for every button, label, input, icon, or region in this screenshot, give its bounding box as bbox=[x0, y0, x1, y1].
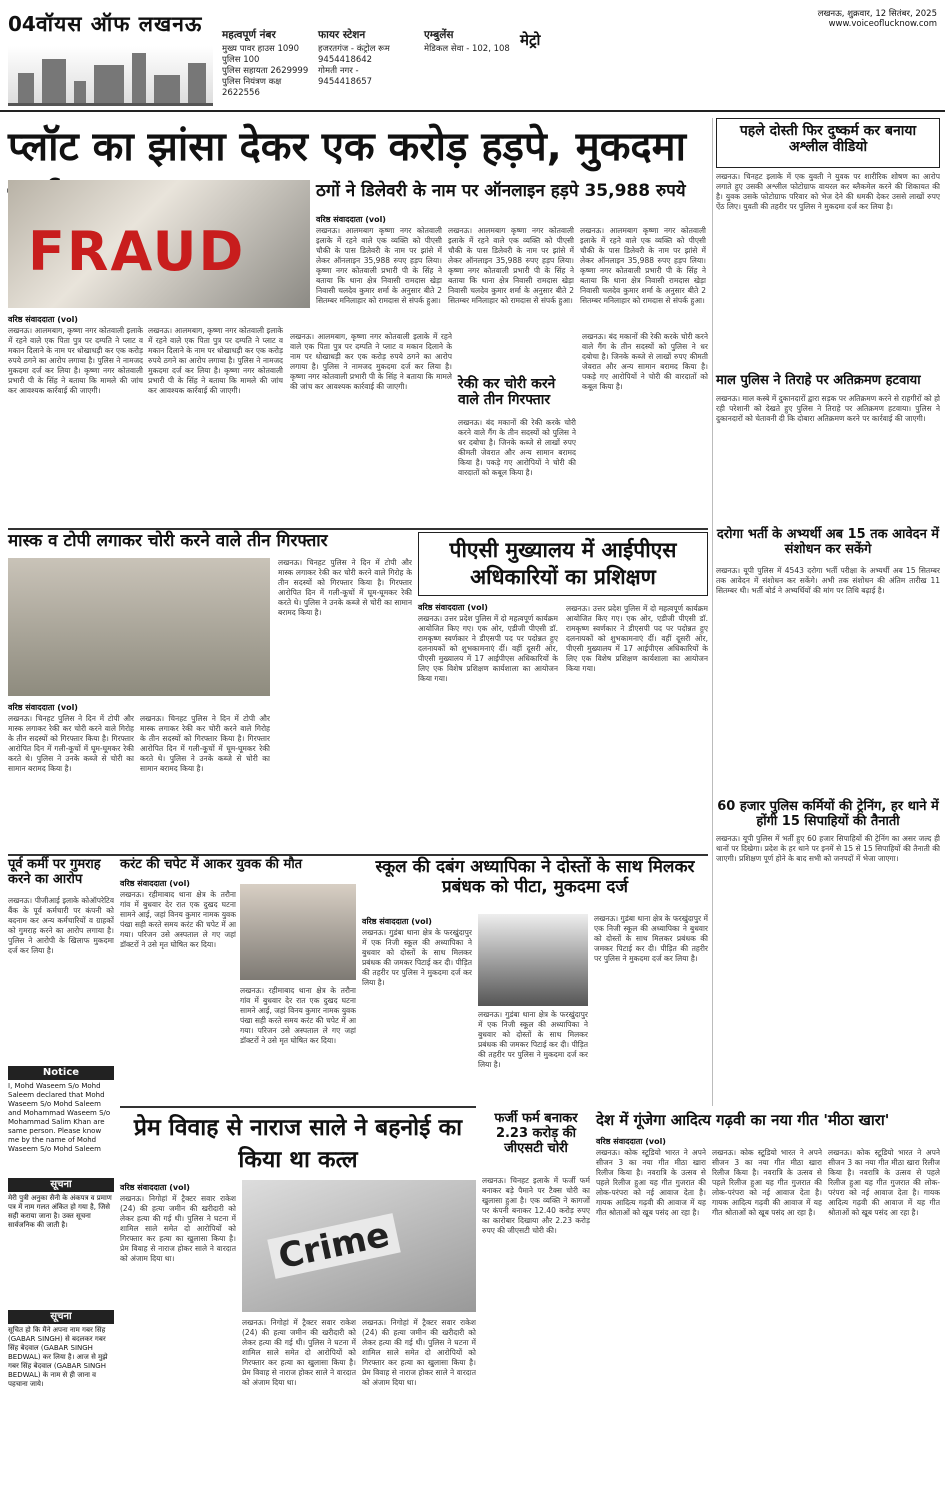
pac-headline: पीएसी मुख्यालय में आईपीएस अधिकारियों का प्रशिक्षण bbox=[449, 538, 677, 589]
love-body-col3: लखनऊ। निगोहां में ट्रैक्टर सवार राकेश (24) की हत्या जमीन की खरीदारी को लेकर हत्या की गई थी। पुलिस ने घटना में शामिल साले समेत दो आरोपियों को गिरफ्तार कर हत्या का खुलासा किया है। प्रेम विवाह से नाराज होकर साले ने वारदात को अंजाम दिया था। bbox=[362, 1318, 476, 1387]
fire-station bbox=[318, 30, 414, 88]
love-body: लखनऊ। निगोहां में ट्रैक्टर सवार राकेश (24) की हत्या जमीन की खरीदारी को लेकर हत्या की गई थी। पुलिस ने घटना में शामिल साले समेत दो आरोपियों को गिरफ्तार कर हत्या का खुलासा किया है। प्रेम विवाह से नाराज होकर साले ने वारदात को अंजाम दिया था। bbox=[120, 1194, 236, 1263]
page-number: 04 bbox=[8, 12, 36, 36]
song-byline: वरिष्ठ संवाददाता (vol) bbox=[596, 1137, 666, 1146]
mask-byline: वरिष्ठ संवाददाता (vol) bbox=[8, 703, 78, 712]
lead-body-col2: लखनऊ। आलमबाग, कृष्णा नगर कोतवाली इलाके में रहने वाले एक पिता पुत्र पर दम्पति ने प्लाट व मकान दिलाने के नाम पर धोखाधड़ी कर एक करोड़ रुपये ठगने का आरोप लगाया है। पुलिस ने नामजद मुकदमा दर्ज कर लिया है। कृष्णा नगर कोतवाली प्रभारी पी के सिंह ने बताया कि मामले की जांच कर आवश्यक कार्रवाई की जाएगी। bbox=[148, 326, 283, 395]
song-body-col2: लखनऊ। कोक स्टूडियो भारत ने अपने सीजन 3 का नया गीत मीठा खारा रिलीज किया है। नवरात्रि के उत्सव से पहले रिलीज हुआ यह गीत गुजरात की लोक-परंपरा को नई आवाज देता है। गायक आदित्य गढ़वी की आवाज में यह गीत श्रोताओं को खूब पसंद आ रहा है। bbox=[712, 1148, 822, 1217]
fraud-image bbox=[8, 180, 310, 308]
song-body: लखनऊ। कोक स्टूडियो भारत ने अपने सीजन 3 का नया गीत मीठा खारा रिलीज किया है। नवरात्रि के उत्सव से पहले रिलीज हुआ यह गीत गुजरात की लोक-परंपरा को नई आवाज देता है। गायक आदित्य गढ़वी की आवाज में यह गीत श्रोताओं को खूब पसंद आ रहा है। bbox=[596, 1148, 706, 1217]
mall-body: लखनऊ। माल कस्बे में दुकानदारों द्वारा सड़क पर अतिक्रमण करने से राहगीरों को हो रही परेशानी को देखते हुए पुलिस ने तिराहे पर अतिक्रमण हटवाया। पुलिस ने दुकानदारों को चेतावनी दी कि दोबारा अतिक्रमण करने पर कार्रवाई की जाएगी। bbox=[716, 394, 940, 423]
daroga-body: लखनऊ। यूपी पुलिस में 4543 दरोगा भर्ती परीक्षा के अभ्यर्थी अब 15 सितम्बर तक आवेदन में संशोधन कर सकेंगे। अभी तक संशोधन की अंतिम तारीख 11 सितम्बर थी। भर्ती बोर्ड ने अभ्यर्थियों की मांग पर तिथि बढ़ाई है। bbox=[716, 566, 940, 595]
number-line: पुलिस नियंत्रण कक्ष 2622556 bbox=[222, 77, 282, 98]
slap-body: लखनऊ। रहीमाबाद थाना क्षेत्र के तरौना गांव में बुधवार देर रात एक दुखद घटना सामने आई, जहां विनय कुमार नामक युवक पंखा सही करते समय करंट की चपेट में आ गया। परिजन उसे अस्पताल ले गए जहां डॉक्टरों ने उसे मृत घोषित कर दिया। bbox=[120, 890, 236, 949]
lead-headline: प्लॉट का झांसा देकर एक करोड़ हड़पे, मुकदमा bbox=[8, 124, 686, 170]
teacher-byline: वरिष्ठ संवाददाता (vol) bbox=[362, 917, 432, 926]
pac-headline-box bbox=[418, 532, 708, 596]
mask-body-col2: लखनऊ। चिनहट पुलिस ने दिन में टोपी और मास्क लगाकर रेकी कर चोरी करने वाले गिरोह के तीन सदस्यों को गिरफ्तार किया है। गिरफ्तार आरोपित दिन में गली-कूचों में घूम-घूमकर रेकी करते थे। पुलिस ने उनके कब्जे से चोरी का सामान बरामद किया है। bbox=[140, 714, 270, 773]
online-byline: वरिष्ठ संवाददाता (vol) bbox=[316, 215, 386, 224]
important-numbers-title: महत्वपूर्ण नंबर bbox=[222, 29, 276, 41]
pac-byline: वरिष्ठ संवाददाता (vol) bbox=[418, 603, 488, 612]
love-byline: वरिष्ठ संवाददाता (vol) bbox=[120, 1183, 190, 1192]
notice-box bbox=[8, 1066, 114, 1174]
fire-station-title: फायर स्टेशन bbox=[318, 29, 366, 41]
fraud-image-text: FRAUD bbox=[28, 220, 246, 283]
suchna2-body: सूचित हो कि मैंने अपना नाम गबर सिंह (GABAR SINGH) से बदलकर गबर सिंह बेदवाल (GABAR SINGH BEDWAL) कर लिया है। आज से मुझे गबर सिंह बेदवाल (GABAR SINGH BEDWAL) के नाम से ही जाना व पहचाना जाये। bbox=[8, 1326, 108, 1388]
mask-body: लखनऊ। चिनहट पुलिस ने दिन में टोपी और मास्क लगाकर रेकी कर चोरी करने वाले गिरोह के तीन सदस्यों को गिरफ्तार किया है। गिरफ्तार आरोपित दिन में गली-कूचों में घूम-घूमकर रेकी करते थे। पुलिस ने उनके कब्जे से चोरी का सामान बरामद किया है। bbox=[8, 714, 134, 773]
slap-byline: वरिष्ठ संवाददाता (vol) bbox=[120, 879, 190, 888]
exfighter-body: लखनऊ। पीजीआई इलाके कोऑपरेटिव बैंक के पूर्व कर्मचारी पर कंपनी को बदनाम कर अन्य कर्मचारियों व ग्राहकों को गुमराह करने का आरोप लगाया है। पुलिस ने आरोपी के खिलाफ मुकदमा दर्ज कर लिया है। bbox=[8, 896, 114, 955]
online-body-col2: लखनऊ। आलमबाग कृष्णा नगर कोतवाली इलाके में रहने वाले एक व्यक्ति को पीएसी चौकी के पास डिलेवरी के नाम पर झांसे में लेकर ऑनलाइन 35,988 रुपए हड़प लिया। कृष्णा नगर कोतवाली प्रभारी पी के सिंह ने बताया कि थाना क्षेत्र निवासी रामदास खेड़ा निवासी चलदेव कुमार शर्मा के अनुसार बीते 2 सितम्बर मनिलाहार को रामदास से संपर्क हुआ। bbox=[448, 226, 574, 305]
number-line: मेडिकल सेवा - 102, 108 bbox=[424, 44, 510, 54]
notice-title: Notice bbox=[8, 1066, 114, 1080]
date-text: लखनऊ, शुक्रवार, 12 सितंबर, 2025 bbox=[817, 9, 937, 19]
training-body: लखनऊ। यूपी पुलिस में भर्ती हुए 60 हजार सिपाहियों की ट्रेनिंग का असर जल्द ही थानों पर दिखेगा। प्रदेश के हर थाने पर इनमें से 15 से 15 सिपाहियों की तैनाती की जाएगी। प्रशिक्षण पूर्ण होने के बाद सभी को जनपदों में भेजा जाएगा। bbox=[716, 834, 940, 863]
lead-byline: वरिष्ठ संवाददाता (vol) bbox=[8, 315, 78, 324]
song-body-col3: लखनऊ। कोक स्टूडियो भारत ने अपने सीजन 3 का नया गीत मीठा खारा रिलीज किया है। नवरात्रि के उत्सव से पहले रिलीज हुआ यह गीत गुजरात की लोक-परंपरा को नई आवाज देता है। गायक आदित्य गढ़वी की आवाज में यह गीत श्रोताओं को खूब पसंद आ रहा है। bbox=[828, 1148, 940, 1217]
section-label: मेट्रो bbox=[520, 31, 541, 49]
teacher-body: लखनऊ। गुडंबा थाना क्षेत्र के फरखुंदापुर में एक निजी स्कूल की अध्यापिका ने बुधवार को दोस्तों के साथ मिलकर प्रबंधक की जमकर पिटाई कर दी। पीड़ित की तहरीर पर पुलिस ने मुकदमा दर्ज कर लिया है। bbox=[362, 928, 472, 987]
divider bbox=[120, 1106, 476, 1108]
number-line: मुख्य पावर हाउस 1090 bbox=[222, 44, 300, 54]
slap-headline: करंट की चपेट में आकर युवक की मौत bbox=[120, 857, 303, 872]
pac-body: लखनऊ। उत्तर प्रदेश पुलिस में दो महत्वपूर्ण कार्यक्रम आयोजित किए गए। एक ओर, एडीजी पीएसी डॉ. रामकृष्ण स्वर्णकार ने डीएसपी पद पर पदोन्नत हुए दलनायकों को शुभकामनाएं दीं। वहीं दूसरी ओर, पीएसी मुख्यालय में 17 आईपीएस अधिकारियों के लिए एक विशेष प्रशिक्षण कार्यशाला का आयोजन किया गया। bbox=[418, 614, 558, 683]
crime-image bbox=[242, 1180, 476, 1312]
lead-body-col3: लखनऊ। आलमबाग, कृष्णा नगर कोतवाली इलाके में रहने वाले एक पिता पुत्र पर दम्पति ने प्लाट व मकान दिलाने के नाम पर धोखाधड़ी कर एक करोड़ रुपये ठगने का आरोप लगाया है। पुलिस ने नामजद मुकदमा दर्ज कर लिया है। कृष्णा नगर कोतवाली प्रभारी पी के सिंह ने बताया कि मामले की जांच कर आवश्यक कार्रवाई की जाएगी। bbox=[290, 332, 452, 391]
brand-title: वॉयस ऑफ लखनऊ bbox=[36, 12, 203, 36]
training-headline: 60 हजार पुलिस कर्मियों की ट्रेनिंग, हर थाने में होंगी 15 सिपाहियों की तैनाती bbox=[717, 799, 939, 829]
divider bbox=[8, 854, 708, 856]
number-line: पुलिस 100 bbox=[222, 55, 260, 65]
firm-body: लखनऊ। चिनहट इलाके में फर्जी फर्म बनाकर बड़े पैमाने पर टैक्स चोरी का खुलासा हुआ है। एक व्यक्ति ने कागजों पर कंपनी बनाकर 12.40 करोड़ रुपए का कारोबार दिखाया और 2.23 करोड़ रुपए की जीएसटी चोरी की। bbox=[482, 1176, 590, 1235]
online-body-col3: लखनऊ। आलमबाग कृष्णा नगर कोतवाली इलाके में रहने वाले एक व्यक्ति को पीएसी चौकी के पास डिलेवरी के नाम पर झांसे में लेकर ऑनलाइन 35,988 रुपए हड़प लिया। कृष्णा नगर कोतवाली प्रभारी पी के सिंह ने बताया कि थाना क्षेत्र निवासी रामदास खेड़ा निवासी चलदेव कुमार शर्मा के अनुसार बीते 2 सितम्बर मनिलाहार को रामदास से संपर्क हुआ। bbox=[580, 226, 706, 305]
mall-headline: माल पुलिस ने तिराहे पर अतिक्रमण हटवाया bbox=[716, 373, 921, 388]
rekki-body: लखनऊ। बंद मकानों की रेकी करके चोरी करने वाले गैंग के तीन सदस्यों को पुलिस ने धर दबोचा है। जिनके कब्जे से लाखों रुपए कीमती जेवरात और अन्य सामान बरामद किया है। पकड़े गए आरोपियों ने चोरी की वारदातों को कबूल किया है। bbox=[458, 418, 576, 477]
slap-body-col2: लखनऊ। रहीमाबाद थाना क्षेत्र के तरौना गांव में बुधवार देर रात एक दुखद घटना सामने आई, जहां विनय कुमार नामक युवक पंखा सही करते समय करंट की चपेट में आ गया। परिजन उसे अस्पताल ले गए जहां डॉक्टरों ने उसे मृत घोषित कर दिया। bbox=[240, 986, 356, 1045]
crime-image-text: Crime bbox=[267, 1213, 400, 1279]
suchna-box bbox=[8, 1178, 114, 1306]
website-text: www.voiceoflucknow.com bbox=[828, 19, 937, 29]
love-headline: प्रेम विवाह से नाराज साले ने बहनोई का किया था कत्ल bbox=[133, 1115, 463, 1173]
online-headline: ठगों ने डिलेवरी के नाम पर ऑनलाइन हड़पे 35,988 रुपये bbox=[316, 181, 686, 201]
lead-body: लखनऊ। आलमबाग, कृष्णा नगर कोतवाली इलाके में रहने वाले एक पिता पुत्र पर दम्पति ने प्लाट व मकान दिलाने के नाम पर धोखाधड़ी कर एक करोड़ रुपये ठगने का आरोप लगाया है। पुलिस ने नामजद मुकदमा दर्ज कर लिया है। कृष्णा नगर कोतवाली प्रभारी पी के सिंह ने बताया कि मामले की जांच कर आवश्यक कार्रवाई की जाएगी। bbox=[8, 326, 143, 395]
suchna2-title: सूचना bbox=[8, 1310, 114, 1324]
song-headline: देश में गूंजेगा आदित्य गढ़वी का नया गीत 'मीठा खारा' bbox=[596, 1111, 890, 1129]
teacher-body-col3: लखनऊ। गुडंबा थाना क्षेत्र के फरखुंदापुर में एक निजी स्कूल की अध्यापिका ने बुधवार को दोस्तों के साथ मिलकर प्रबंधक की जमकर पिटाई कर दी। पीड़ित की तहरीर पर पुलिस ने मुकदमा दर्ज कर लिया है। bbox=[594, 914, 708, 963]
divider bbox=[8, 528, 708, 530]
ambulance-title: एम्बुलेंस bbox=[424, 29, 454, 41]
friendship-headline: पहले दोस्ती फिर दुष्कर्म कर बनाया अश्लील वीडियो bbox=[739, 123, 917, 156]
masthead bbox=[0, 0, 945, 112]
teacher-body-col2: लखनऊ। गुडंबा थाना क्षेत्र के फरखुंदापुर में एक निजी स्कूल की अध्यापिका ने बुधवार को दोस्तों के साथ मिलकर प्रबंधक की जमकर पिटाई कर दी। पीड़ित की तहरीर पर पुलिस ने मुकदमा दर्ज कर लिया है। bbox=[478, 1010, 588, 1069]
slap-victim-photo bbox=[240, 884, 356, 980]
suchna-body: मेरी पुत्री अनुका सैनी के अंकपत्र व प्रमाण पत्र में नाम गलत अंकित हो गया है, जिसे सही कराया जाना है। उक्त सूचना सार्वजनिक की जाती है। bbox=[8, 1194, 112, 1229]
mask-headline: मास्क व टोपी लगाकर चोरी करने वाले तीन गिरफ्तार bbox=[8, 531, 328, 551]
suchna-title: सूचना bbox=[8, 1178, 114, 1192]
teacher-headline: स्कूल की दबंग अध्यापिका ने दोस्तों के साथ मिलकर प्रबंधक को पीटा, मुकदमा दर्ज bbox=[375, 857, 695, 897]
rekki-body-col2: लखनऊ। बंद मकानों की रेकी करके चोरी करने वाले गैंग के तीन सदस्यों को पुलिस ने धर दबोचा है। जिनके कब्जे से लाखों रुपए कीमती जेवरात और अन्य सामान बरामद किया है। पकड़े गए आरोपियों ने चोरी की वारदातों को कबूल किया है। bbox=[582, 332, 708, 391]
firm-headline: फर्जी फर्म बनाकर 2.23 करोड़ की जीएसटी चोरी bbox=[494, 1111, 578, 1156]
friendship-headline-box bbox=[716, 118, 940, 168]
exfighter-headline: पूर्व कर्मी पर गुमराह करने का आरोप bbox=[8, 857, 101, 887]
suchna2-box bbox=[8, 1310, 114, 1494]
mask-photo bbox=[8, 558, 270, 696]
number-line: गोमती नगर - 9454418657 bbox=[318, 66, 373, 87]
skyline-illustration bbox=[8, 46, 213, 106]
daroga-headline: दरोगा भर्ती के अभ्यर्थी अब 15 तक आवेदन में संशोधन कर सकेंगे bbox=[716, 527, 940, 557]
love-body-col2: लखनऊ। निगोहां में ट्रैक्टर सवार राकेश (24) की हत्या जमीन की खरीदारी को लेकर हत्या की गई थी। पुलिस ने घटना में शामिल साले समेत दो आरोपियों को गिरफ्तार कर हत्या का खुलासा किया है। प्रेम विवाह से नाराज होकर साले ने वारदात को अंजाम दिया था। bbox=[242, 1318, 356, 1387]
dateline bbox=[755, 8, 937, 29]
teacher-illustration bbox=[478, 914, 588, 1006]
friendship-body: लखनऊ। चिनहट इलाके में एक युवती ने युवक पर शारीरिक शोषण का आरोप लगाते हुए उसकी अश्लील फोटोग्राफ वायरल कर ब्लैकमेल करने की शिकायत की है। युवक उसके फोटोग्राफ परिवार को भेज देने की धमकी देकर उससे लाखों रुपए ऐंठ लिए। युवती की तहरीर पर पुलिस ने मुकदमा दर्ज कर लिया है। bbox=[716, 172, 940, 211]
online-body: लखनऊ। आलमबाग कृष्णा नगर कोतवाली इलाके में रहने वाले एक व्यक्ति को पीएसी चौकी के पास डिलेवरी के नाम पर झांसे में लेकर ऑनलाइन 35,988 रुपए हड़प लिया। कृष्णा नगर कोतवाली प्रभारी पी के सिंह ने बताया कि थाना क्षेत्र निवासी रामदास खेड़ा निवासी चलदेव कुमार शर्मा के अनुसार बीते 2 सितम्बर मनिलाहार को रामदास से संपर्क हुआ। bbox=[316, 226, 442, 305]
number-line: पुलिस सहायता 2629999 bbox=[222, 66, 309, 76]
rekki-headline: रेकी कर चोरी करने वाले तीन गिरफ्तार bbox=[458, 376, 556, 409]
pac-body-col2: लखनऊ। उत्तर प्रदेश पुलिस में दो महत्वपूर्ण कार्यक्रम आयोजित किए गए। एक ओर, एडीजी पीएसी डॉ. रामकृष्ण स्वर्णकार ने डीएसपी पद पर पदोन्नत हुए दलनायकों को शुभकामनाएं दीं। वहीं दूसरी ओर, पीएसी मुख्यालय में 17 आईपीएस अधिकारियों के लिए एक विशेष प्रशिक्षण कार्यशाला का आयोजन किया गया। bbox=[566, 604, 708, 673]
notice-body: I, Mohd Waseem S/o Mohd Saleem declared that Mohd Waseem S/o Mohd Saleem and Mohammad Waseem S/o Mohammad Salim Khan are same person. Please know me by the name of Mohd Waseem S/o Mohd Saleem bbox=[8, 1082, 111, 1153]
column-rule bbox=[712, 118, 713, 1106]
number-line: 9454418642 bbox=[318, 55, 373, 65]
ambulance bbox=[424, 30, 516, 55]
mask-body-col3: लखनऊ। चिनहट पुलिस ने दिन में टोपी और मास्क लगाकर रेकी कर चोरी करने वाले गिरोह के तीन सदस्यों को गिरफ्तार किया है। गिरफ्तार आरोपित दिन में गली-कूचों में घूम-घूमकर रेकी करते थे। पुलिस ने उनके कब्जे से चोरी का सामान बरामद किया है। bbox=[278, 558, 412, 617]
number-line: हजरतगंज - कंट्रोल रूम bbox=[318, 44, 390, 54]
important-numbers bbox=[222, 30, 310, 99]
